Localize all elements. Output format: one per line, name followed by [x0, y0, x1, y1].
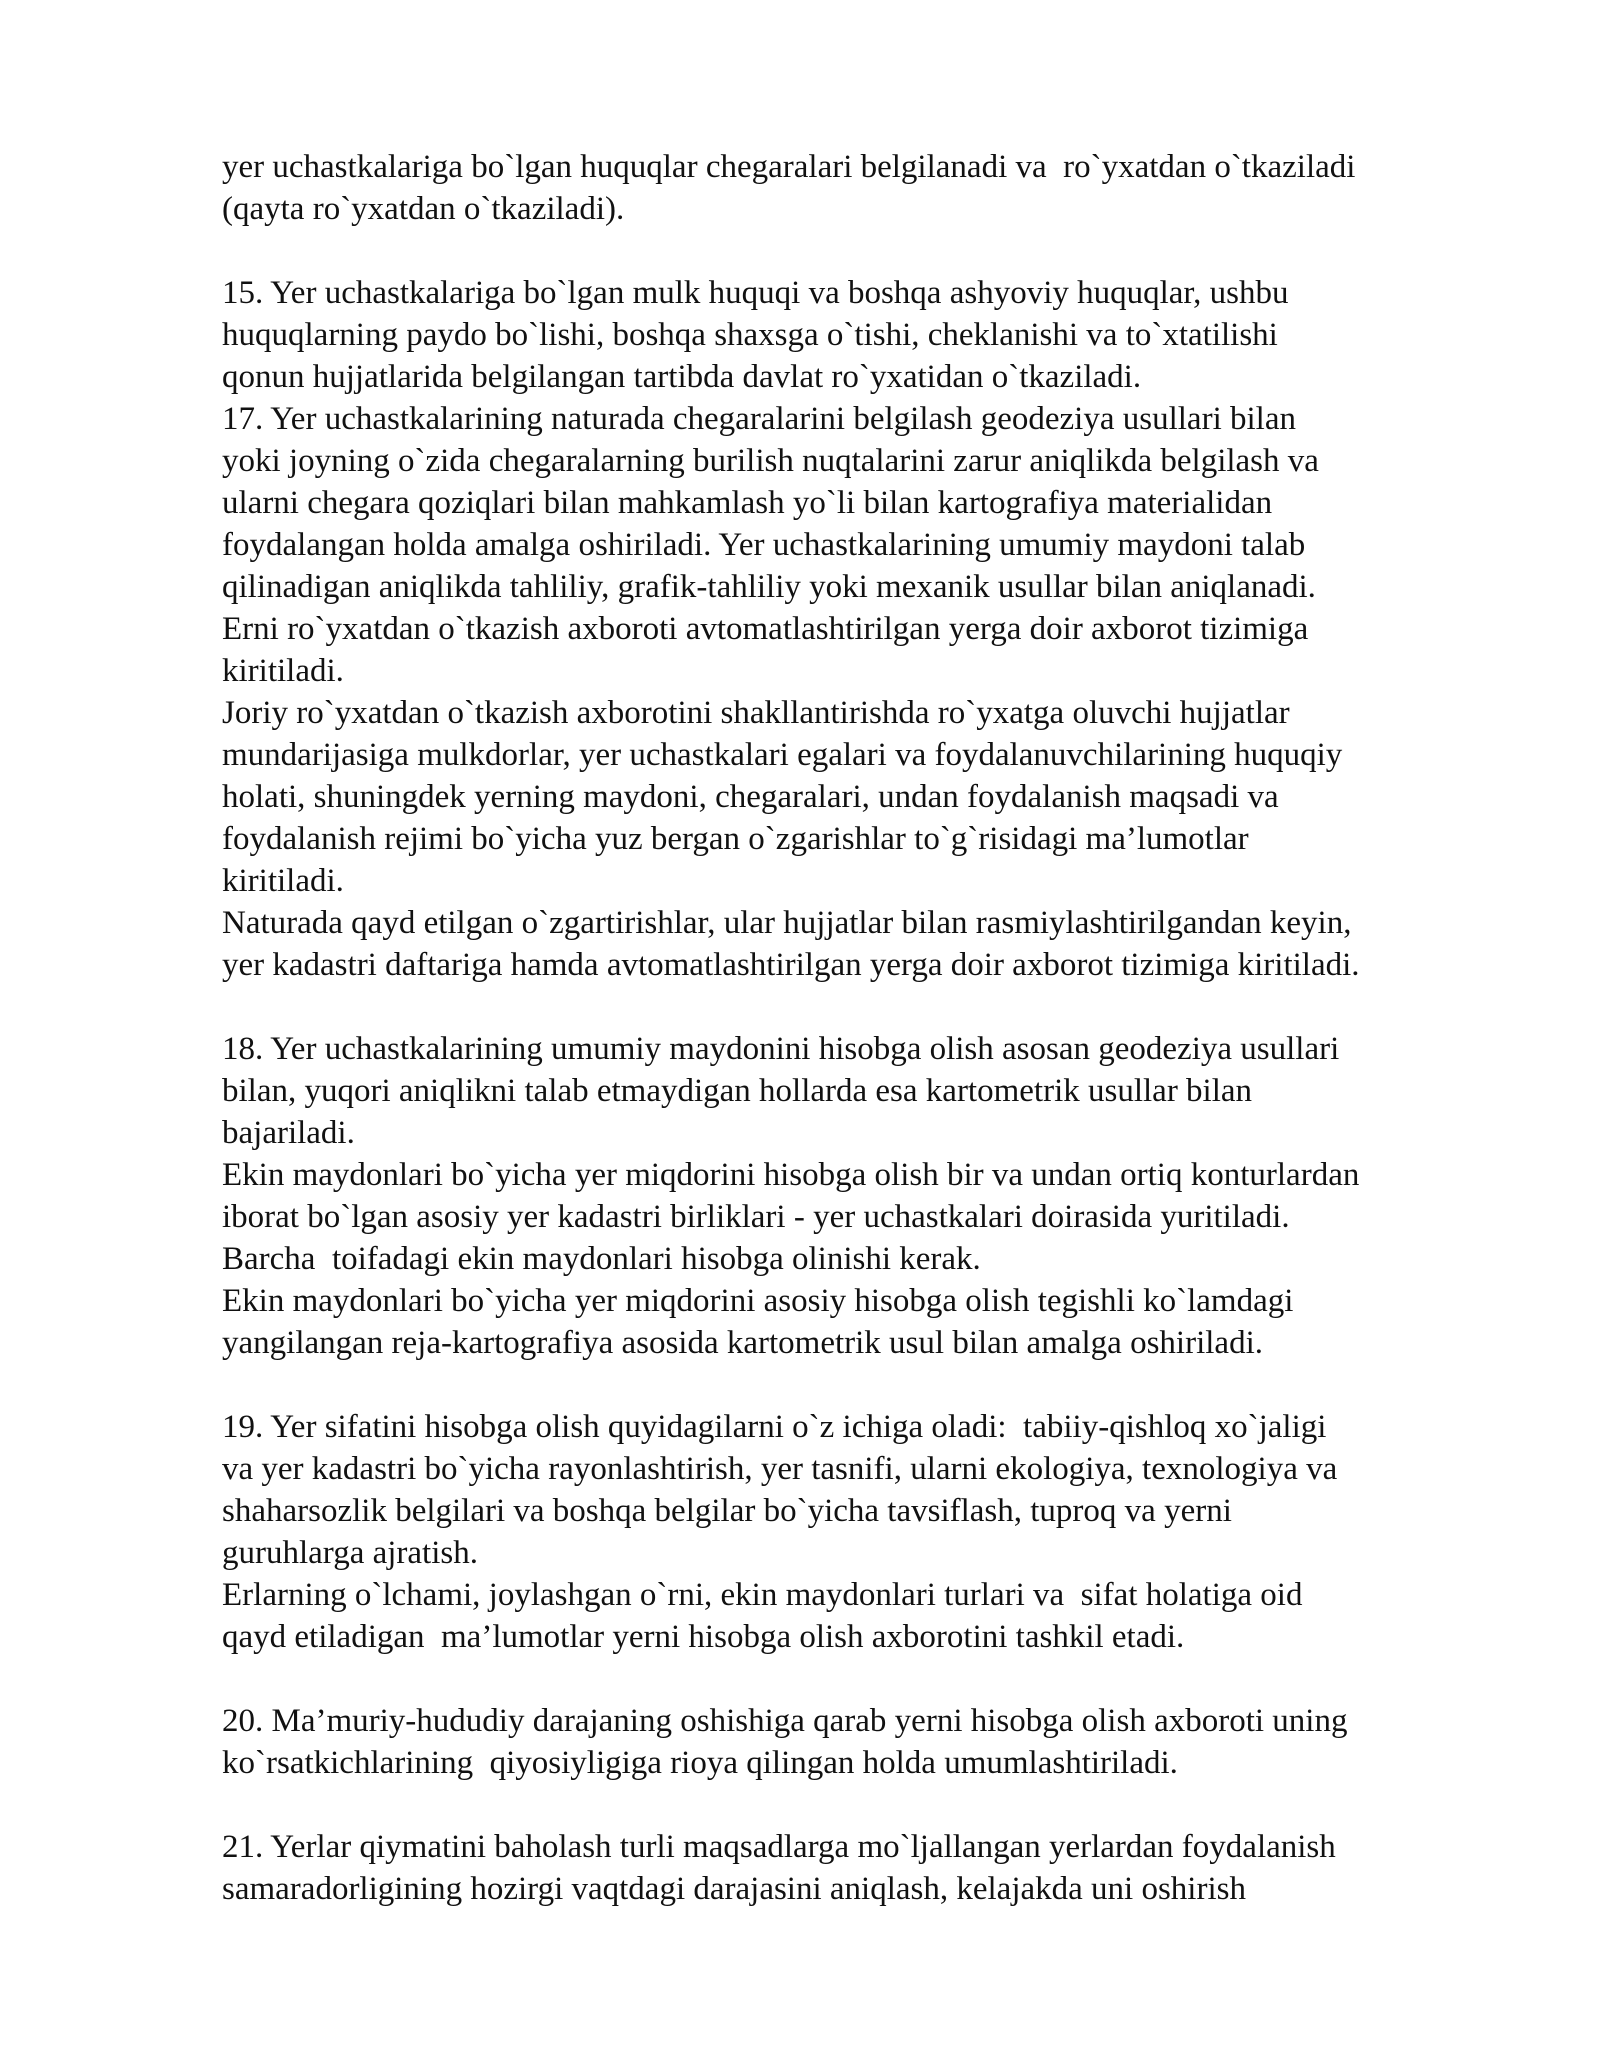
text-line: 17. Yer uchastkalarining naturada chegaralarini belgilash geodeziya usullari bilan — [222, 401, 1296, 437]
text-line: qayd etiladigan ma’lumotlar yerni hisobga olish axborotini tashkil etadi. — [222, 1619, 1185, 1655]
text-line: qonun hujjatlarida belgilangan tartibda davlat ro`yxatidan o`tkaziladi. — [222, 359, 1142, 395]
text-line: 18. Yer uchastkalarining umumiy maydonini hisobga olish asosan geodeziya usullari — [222, 1031, 1340, 1067]
text-line: Joriy ro`yxatdan o`tkazish axborotini shakllantirishda ro`yxatga oluvchi hujjatlar — [222, 695, 1290, 731]
text-line: bilan, yuqori aniqlikni talab etmaydigan hollarda esa kartometrik usullar bilan — [222, 1073, 1253, 1109]
text-line: foydalanish rejimi bo`yicha yuz bergan o`zgarishlar to`g`risidagi ma’lumotlar — [222, 821, 1249, 857]
paragraph-gap — [222, 1364, 1512, 1406]
text-line: huquqlarning paydo bo`lishi, boshqa shaxsga o`tishi, cheklanishi va to`xtatilishi — [222, 317, 1278, 353]
text-line: holati, shuningdek yerning maydoni, chegaralari, undan foydalanish maqsadi va — [222, 779, 1279, 815]
paragraph-gap — [222, 1784, 1512, 1826]
text-line: ularni chegara qoziqlari bilan mahkamlash yo`li bilan kartografiya materialidan — [222, 485, 1273, 521]
text-line: iborat bo`lgan asosiy yer kadastri birliklari - yer uchastkalari doirasida yuritiladi. — [222, 1199, 1290, 1235]
paragraph-gap — [222, 1658, 1512, 1700]
text-line: qilinadigan aniqlikda tahliliy, grafik-tahliliy yoki mexanik usullar bilan aniqlanadi. — [222, 569, 1316, 605]
text-line: kiritiladi. — [222, 863, 344, 899]
text-line: 21. Yerlar qiymatini baholash turli maqsadlarga mo`ljallangan yerlardan foydalanish — [222, 1829, 1336, 1865]
text-line: samaradorligining hozirgi vaqtdagi darajasini aniqlash, kelajakda uni oshirish — [222, 1871, 1246, 1907]
paragraph-gap — [222, 230, 1512, 272]
text-line: 15. Yer uchastkalariga bo`lgan mulk huquqi va boshqa ashyoviy huquqlar, ushbu — [222, 275, 1289, 311]
document-page — [222, 146, 1512, 1910]
text-line: yoki joyning o`zida chegaralarning burilish nuqtalarini zarur aniqlikda belgilash va — [222, 443, 1319, 479]
text-line: guruhlarga ajratish. — [222, 1535, 478, 1571]
text-line: Ekin maydonlari bo`yicha yer miqdorini asosiy hisobga olish tegishli ko`lamdagi — [222, 1283, 1294, 1319]
text-line: Barcha toifadagi ekin maydonlari hisobga olinishi kerak. — [222, 1241, 981, 1277]
text-line: bajariladi. — [222, 1115, 355, 1151]
text-line: 19. Yer sifatini hisobga olish quyidagilarni o`z ichiga oladi: tabiiy-qishloq xo`jaligi — [222, 1409, 1327, 1445]
text-line: yer kadastri daftariga hamda avtomatlashtirilgan yerga doir axborot tizimiga kiritiladi. — [222, 947, 1360, 983]
text-line: Naturada qayd etilgan o`zgartirishlar, ular hujjatlar bilan rasmiylashtirilgandan keyin, — [222, 905, 1352, 941]
text-line: yangilangan reja-kartografiya asosida kartometrik usul bilan amalga oshiriladi. — [222, 1325, 1263, 1361]
text-line: Erlarning o`lchami, joylashgan o`rni, ekin maydonlari turlari va sifat holatiga oid — [222, 1577, 1303, 1613]
text-line: shaharsozlik belgilari va boshqa belgilar bo`yicha tavsiflash, tuproq va yerni — [222, 1493, 1232, 1529]
text-line: foydalangan holda amalga oshiriladi. Yer uchastkalarining umumiy maydoni talab — [222, 527, 1306, 563]
text-line: 20. Ma’muriy-hududiy darajaning oshishiga qarab yerni hisobga olish axboroti uning — [222, 1703, 1348, 1739]
text-line: va yer kadastri bo`yicha rayonlashtirish, yer tasnifi, ularni ekologiya, texnologiya va — [222, 1451, 1338, 1487]
text-line: Erni ro`yxatdan o`tkazish axboroti avtomatlashtirilgan yerga doir axborot tizimiga — [222, 611, 1309, 647]
text-line: mundarijasiga mulkdorlar, yer uchastkalari egalari va foydalanuvchilarining huquqiy — [222, 737, 1343, 773]
text-line: Ekin maydonlari bo`yicha yer miqdorini hisobga olish bir va undan ortiq konturlardan — [222, 1157, 1360, 1193]
text-line: (qayta ro`yxatdan o`tkaziladi). — [222, 191, 625, 227]
text-line: yer uchastkalariga bo`lgan huquqlar chegaralari belgilanadi va ro`yxatdan o`tkaziladi — [222, 149, 1356, 185]
text-line: kiritiladi. — [222, 653, 344, 689]
paragraph-gap — [222, 986, 1512, 1028]
text-line: ko`rsatkichlarining qiyosiyligiga rioya qilingan holda umumlashtiriladi. — [222, 1745, 1178, 1781]
